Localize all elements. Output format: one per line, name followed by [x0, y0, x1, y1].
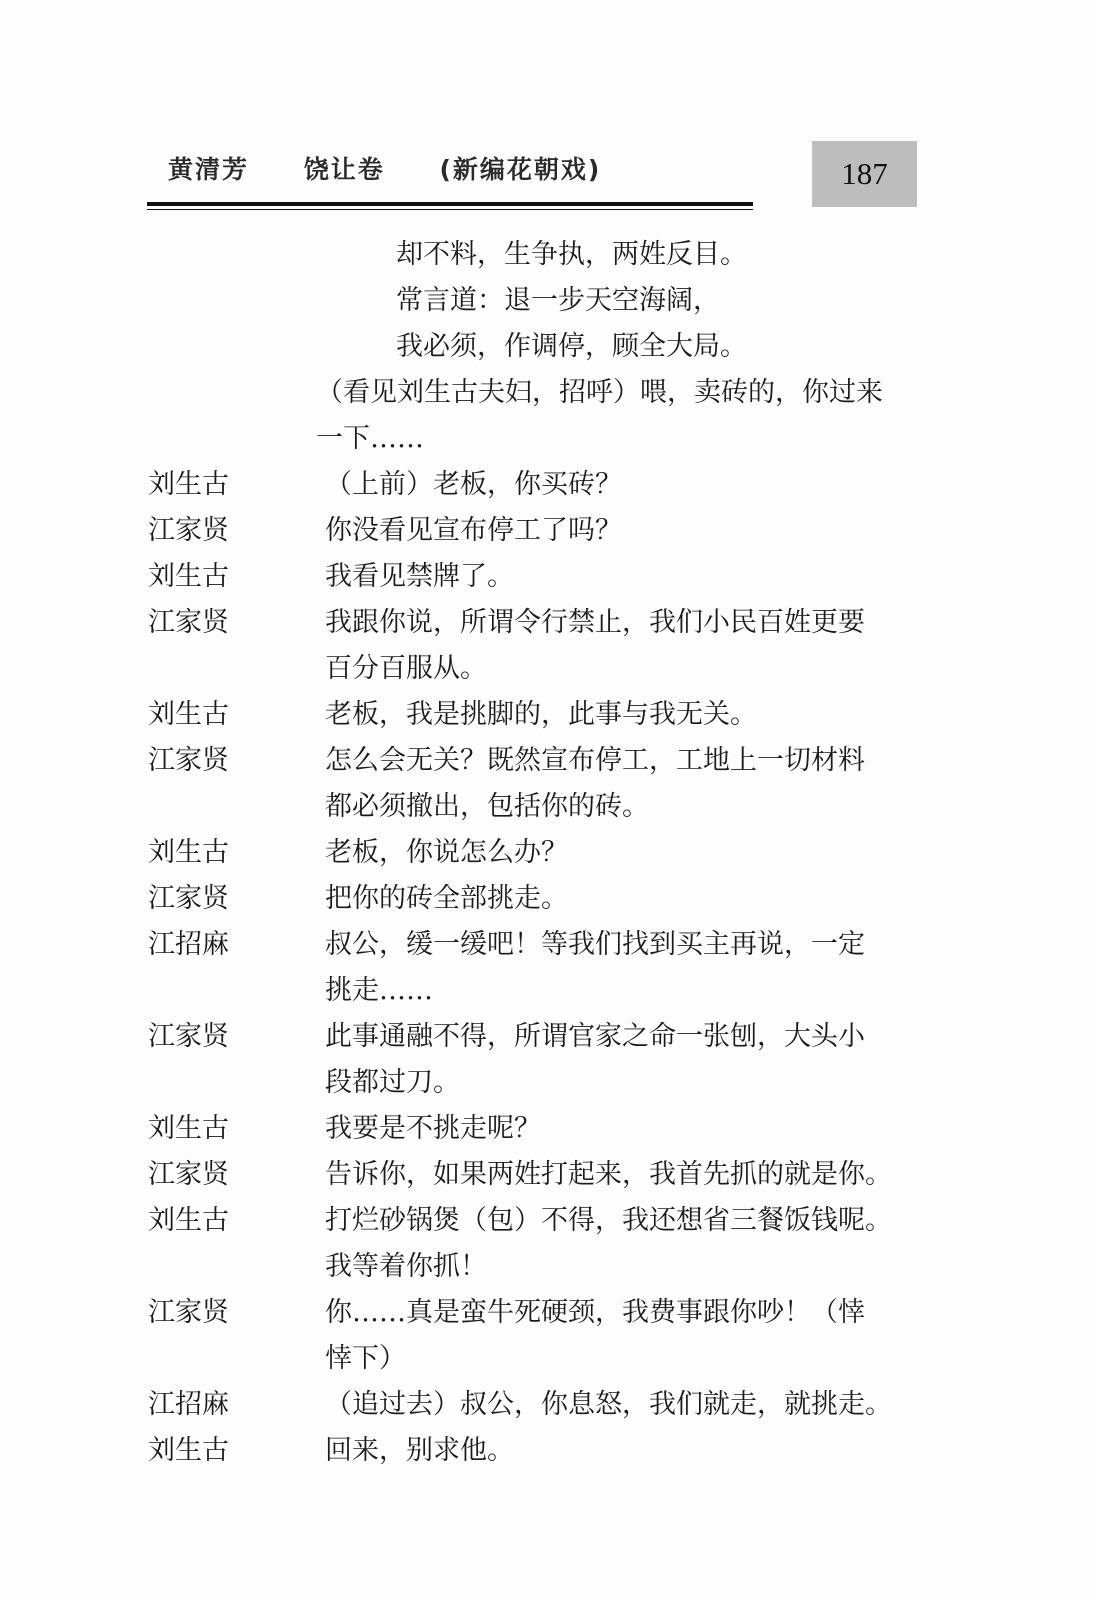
verse-line: 常言道：退一步天空海阔，: [396, 285, 720, 316]
speaker-name: 刘生古: [148, 1435, 229, 1466]
speaker-name: 江家贤: [148, 883, 229, 914]
dialogue-text: 叔公，缓一缓吧！等我们找到买主再说，一定: [325, 929, 865, 960]
speaker-name: 江招麻: [148, 929, 229, 960]
dialogue-text: 百分百服从。: [325, 653, 487, 684]
dialogue-text: 回来，别求他。: [325, 1435, 514, 1466]
dialogue-text: 段都过刀。: [325, 1067, 460, 1098]
dialogue-line: [148, 1014, 918, 1060]
dialogue-line: [148, 1198, 918, 1244]
dialogue-text: （追过去）叔公，你息怒，我们就走，就挑走。: [325, 1389, 892, 1420]
dialogue-text: 把你的砖全部挑走。: [325, 883, 568, 914]
speaker-name: 刘生古: [148, 1205, 229, 1236]
dialogue-line: [148, 968, 918, 1014]
volume-title: 饶让卷: [303, 155, 385, 184]
speaker-name: 江家贤: [148, 1021, 229, 1052]
dialogue-line: [148, 1382, 918, 1428]
speaker-name: 江家贤: [148, 515, 229, 546]
dialogue-text: 挑走……: [325, 975, 433, 1006]
dialogue-text: （上前）老板，你买砖？: [325, 469, 622, 500]
stage-direction: （看见刘生古夫妇，招呼）喂，卖砖的，你过来: [316, 377, 883, 408]
dialogue-text: 你……真是蛮牛死硬颈，我费事跟你吵！（悻: [325, 1297, 865, 1328]
speaker-name: 刘生古: [148, 469, 229, 500]
header-rule-thick: [147, 202, 753, 206]
dialogue-line: [148, 646, 918, 692]
dialogue-line: [148, 462, 918, 508]
dialogue-text: 你没看见宣布停工了吗？: [325, 515, 622, 546]
dialogue-text: 都必须撤出，包括你的砖。: [325, 791, 649, 822]
dialogue-line: [148, 1336, 918, 1382]
dialogue-text: 老板，你说怎么办？: [325, 837, 568, 868]
dialogue-line: [148, 554, 918, 600]
dialogue-text: 告诉你，如果两姓打起来，我首先抓的就是你。: [325, 1159, 892, 1190]
dialogue-line: [148, 1060, 918, 1106]
genre-subtitle: (新编花朝戏): [439, 155, 602, 184]
dialogue-line: [148, 922, 918, 968]
script-body: [148, 232, 918, 1474]
dialogue-line: [148, 692, 918, 738]
dialogue-line: [148, 738, 918, 784]
dialogue-line: [148, 1152, 918, 1198]
speaker-name: 江家贤: [148, 1159, 229, 1190]
author-name: 黄清芳: [168, 155, 250, 184]
speaker-name: 刘生古: [148, 1113, 229, 1144]
speaker-name: 江家贤: [148, 745, 229, 776]
speaker-name: 刘生古: [148, 699, 229, 730]
dialogue-line: [148, 1428, 918, 1474]
stage-direction-cont: 一下……: [316, 423, 424, 454]
dialogue-text: 我要是不挑走呢？: [325, 1113, 541, 1144]
page-number-box: [812, 141, 917, 207]
page-number: 187: [841, 156, 888, 191]
dialogue-text: 老板，我是挑脚的，此事与我无关。: [325, 699, 757, 730]
dialogue-line: [148, 1290, 918, 1336]
dialogue-text: 此事通融不得，所谓官家之命一张刨，大头小: [325, 1021, 865, 1052]
dialogue-text: 打烂砂锅煲（包）不得，我还想省三餐饭钱呢。: [325, 1205, 892, 1236]
dialogue-text: 我跟你说，所谓令行禁止，我们小民百姓更要: [325, 607, 865, 638]
dialogue-line: [148, 830, 918, 876]
running-head: [168, 150, 601, 186]
speaker-name: 江招麻: [148, 1389, 229, 1420]
dialogue-text: 悻下）: [325, 1343, 406, 1374]
speaker-name: 江家贤: [148, 607, 229, 638]
verse-line: 我必须，作调停，顾全大局。: [396, 331, 747, 362]
dialogue-list: [148, 462, 918, 1474]
header-rule-thin: [147, 209, 753, 210]
speaker-name: 刘生古: [148, 837, 229, 868]
dialogue-line: [148, 784, 918, 830]
speaker-name: 江家贤: [148, 1297, 229, 1328]
dialogue-text: 我看见禁牌了。: [325, 561, 514, 592]
dialogue-line: [148, 1244, 918, 1290]
dialogue-text: 我等着你抓！: [325, 1251, 487, 1282]
verse-line: 却不料，生争执，两姓反目。: [396, 239, 747, 270]
dialogue-line: [148, 876, 918, 922]
dialogue-line: [148, 1106, 918, 1152]
dialogue-line: [148, 600, 918, 646]
dialogue-line: [148, 508, 918, 554]
dialogue-text: 怎么会无关？既然宣布停工，工地上一切材料: [325, 745, 865, 776]
speaker-name: 刘生古: [148, 561, 229, 592]
